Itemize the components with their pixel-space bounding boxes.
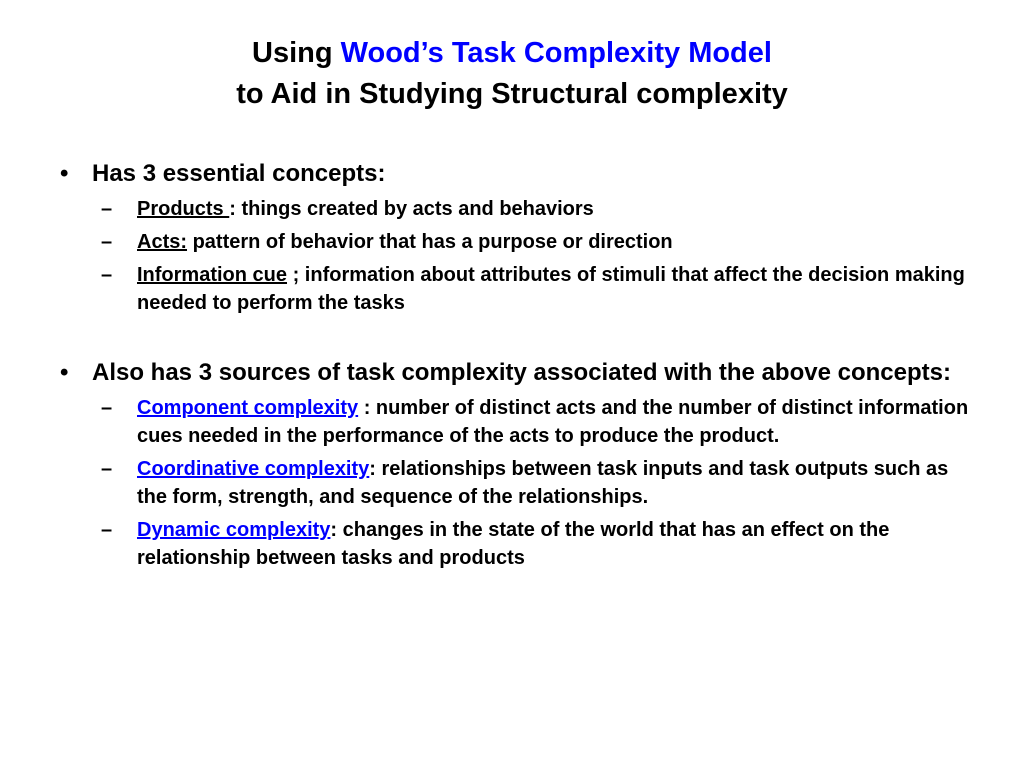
term-products: Products [137, 198, 230, 220]
term-dynamic-complexity: Dynamic complexity [137, 519, 331, 541]
term-coordinative-complexity: Coordinative complexity [137, 458, 370, 480]
term-acts: Acts: [137, 231, 188, 253]
subitem-acts [60, 228, 980, 256]
definition-component-complexity: : number of distinct acts and the number of distinct information cues needed in the performance of the acts to produce the product. [137, 397, 969, 447]
bullet-text: Also has 3 sources of task complexity associated with the above concepts: [92, 359, 951, 386]
title-line2: to Aid in Studying Structural complexity [236, 78, 788, 110]
slide-content [60, 158, 980, 577]
bullet-essential-concepts [60, 158, 980, 189]
dash-marker: – [101, 198, 113, 220]
dash-marker: – [101, 458, 113, 480]
subitem-products [60, 195, 980, 223]
subitem-component-complexity [60, 394, 980, 450]
term-component-complexity: Component complexity [137, 397, 359, 419]
dash-marker: – [101, 397, 113, 419]
subitem-information-cue [60, 261, 980, 317]
subitem-coordinative-complexity [60, 455, 980, 511]
slide-title [0, 33, 1024, 115]
term-information-cue: Information cue [137, 264, 288, 286]
title-prefix: Using [252, 37, 341, 69]
definition-dynamic-complexity: : changes in the state of the world that has an effect on the relationship between tasks and products [137, 519, 890, 569]
definition-information-cue: ; information about attributes of stimuli that affect the decision making needed to perform the tasks [137, 264, 965, 314]
dash-marker: – [101, 264, 113, 286]
complexity-sources-list [60, 394, 980, 572]
dash-marker: – [101, 519, 113, 541]
definition-acts: pattern of behavior that has a purpose or direction [187, 231, 673, 253]
definition-products: : things created by acts and behaviors [229, 198, 594, 220]
bullet-marker: • [60, 359, 69, 386]
definition-coordinative-complexity: : relationships between task inputs and task outputs such as the form, strength, and sequence of the relationships. [137, 458, 949, 508]
essential-concepts-list [60, 195, 980, 317]
title-accent: Wood’s Task Complexity Model [340, 37, 772, 69]
dash-marker: – [101, 231, 113, 253]
bullet-marker: • [60, 160, 69, 187]
bullet-complexity-sources [60, 357, 980, 388]
subitem-dynamic-complexity [60, 516, 980, 572]
bullet-text: Has 3 essential concepts: [92, 160, 386, 187]
